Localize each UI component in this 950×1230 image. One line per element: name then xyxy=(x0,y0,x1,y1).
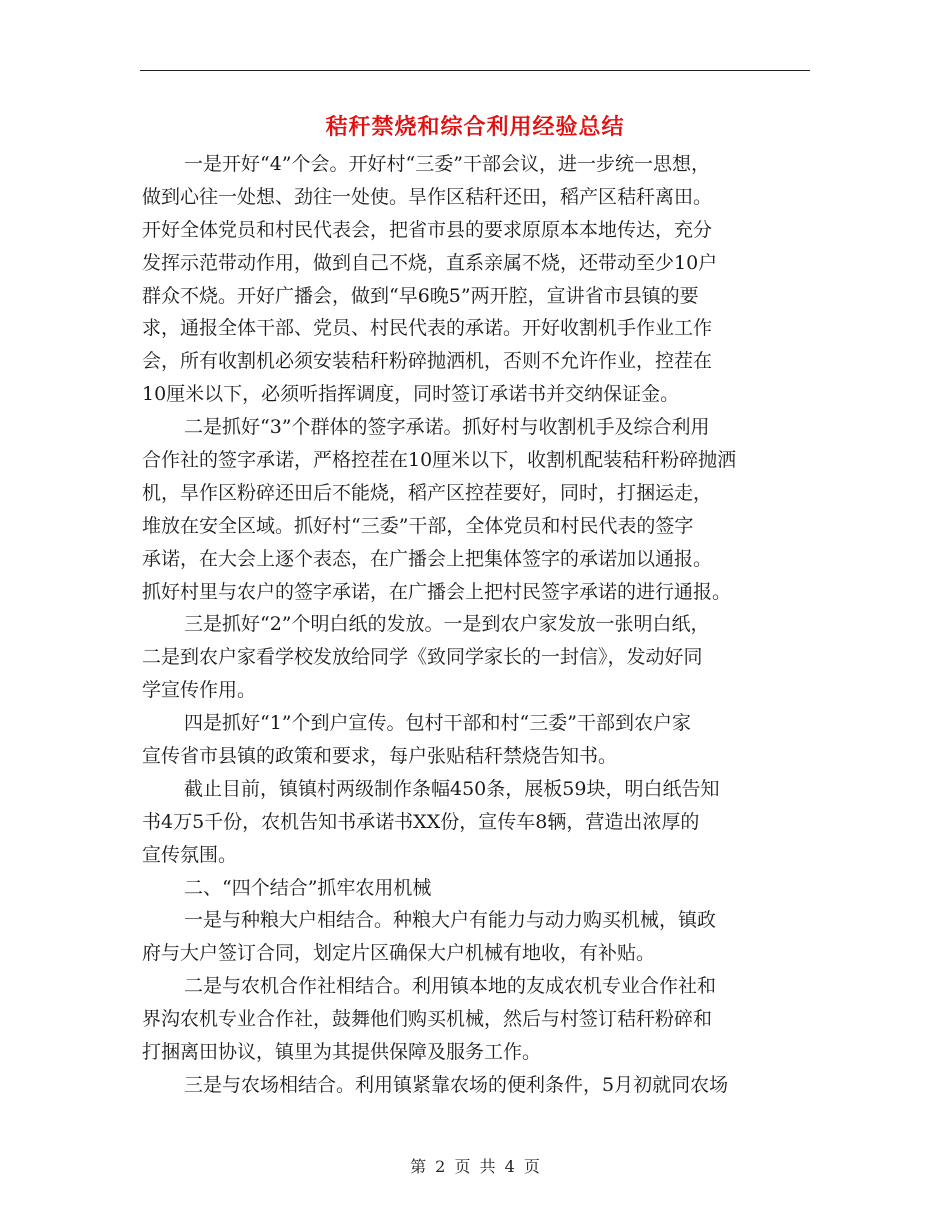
text-line: 二是抓好“3”个群体的签字承诺。抓好村与收割机手及综合利用 xyxy=(184,416,710,439)
text-line: 三是抓好“2”个明白纸的发放。一是到农户家发放一张明白纸， xyxy=(184,613,710,636)
text-line: 堆放在安全区域。抓好村“三委”干部，全体党员和村民代表的签字 xyxy=(142,514,694,537)
text-line: 二是与农机合作社相结合。利用镇本地的友成农机专业合作社和 xyxy=(184,975,717,998)
text-line: 10厘米以下，必须听指挥调度，同时签订承诺书并交纳保证金。 xyxy=(142,383,680,406)
text-line: 一是开好“4”个会。开好村“三委”干部会议，进一步统一思想， xyxy=(184,153,710,175)
page-footer: 第 2 页 共 4 页 xyxy=(410,1157,540,1176)
text-line: 做到心往一处想、劲往一处使。旱作区秸秆还田，稻产区秸秆离田。 xyxy=(142,185,713,208)
text-line: 学宣传作用。 xyxy=(142,679,257,702)
text-line: 二、“四个结合”抓牢农用机械 xyxy=(184,876,432,899)
text-line: 界沟农机专业合作社，鼓舞他们购买机械，然后与村签订秸秆粉碎和 xyxy=(142,1008,713,1031)
text-line: 二是到农户家看学校发放给同学《致同学家长的一封信》，发动好同 xyxy=(142,646,703,669)
text-line: 求，通报全体干部、党员、村民代表的承诺。开好收割机手作业工作 xyxy=(142,317,713,340)
text-line: 群众不烧。开好广播会，做到“早6晚5”两开腔，宣讲省市县镇的要 xyxy=(142,284,699,307)
text-line: 会，所有收割机必须安装秸秆粉碎抛洒机，否则不允许作业，控茬在 xyxy=(142,350,713,373)
text-line: 一是与种粮大户相结合。种粮大户有能力与动力购买机械，镇政 xyxy=(184,909,717,932)
document-title: 秸秆禁烧和综合利用经验总结 xyxy=(325,114,625,140)
text-line: 发挥示范带动作用，做到自己不烧，直系亲属不烧，还带动至少10户 xyxy=(142,251,718,274)
text-line: 府与大户签订合同，划定片区确保大户机械有地收，有补贴。 xyxy=(142,942,656,965)
text-line: 合作社的签字承诺，严格控茬在10厘米以下，收割机配装秸秆粉碎抛洒 xyxy=(142,449,737,472)
text-line: 抓好村里与农户的签字承诺，在广播会上把村民签字承诺的进行通报。 xyxy=(142,580,732,603)
document-body xyxy=(142,148,810,1102)
header-rule xyxy=(140,70,810,71)
text-line: 四是抓好“1”个到户宣传。包村干部和村“三委”干部到农户家 xyxy=(184,712,691,735)
text-line: 三是与农场相结合。利用镇紧靠农场的便利条件，5月初就同农场 xyxy=(184,1073,729,1096)
text-line: 书4万5千份，农机告知书承诺书XX份，宣传车8辆，营造出浓厚的 xyxy=(142,810,700,833)
text-line: 开好全体党员和村民代表会，把省市县的要求原原本本地传达，充分 xyxy=(142,218,713,241)
text-line: 打捆离田协议，镇里为其提供保障及服务工作。 xyxy=(142,1041,542,1064)
text-line: 截止目前，镇镇村两级制作条幅450条，展板59块，明白纸告知 xyxy=(184,777,720,800)
text-line: 宣传省市县镇的政策和要求，每户张贴秸秆禁烧告知书。 xyxy=(142,745,618,768)
text-line: 宣传氛围。 xyxy=(142,843,238,866)
text-line: 机，旱作区粉碎还田后不能烧，稻产区控茬要好，同时，打捆运走， xyxy=(142,481,713,504)
text-line: 承诺，在大会上逐个表态，在广播会上把集体签字的承诺加以通报。 xyxy=(142,547,713,570)
